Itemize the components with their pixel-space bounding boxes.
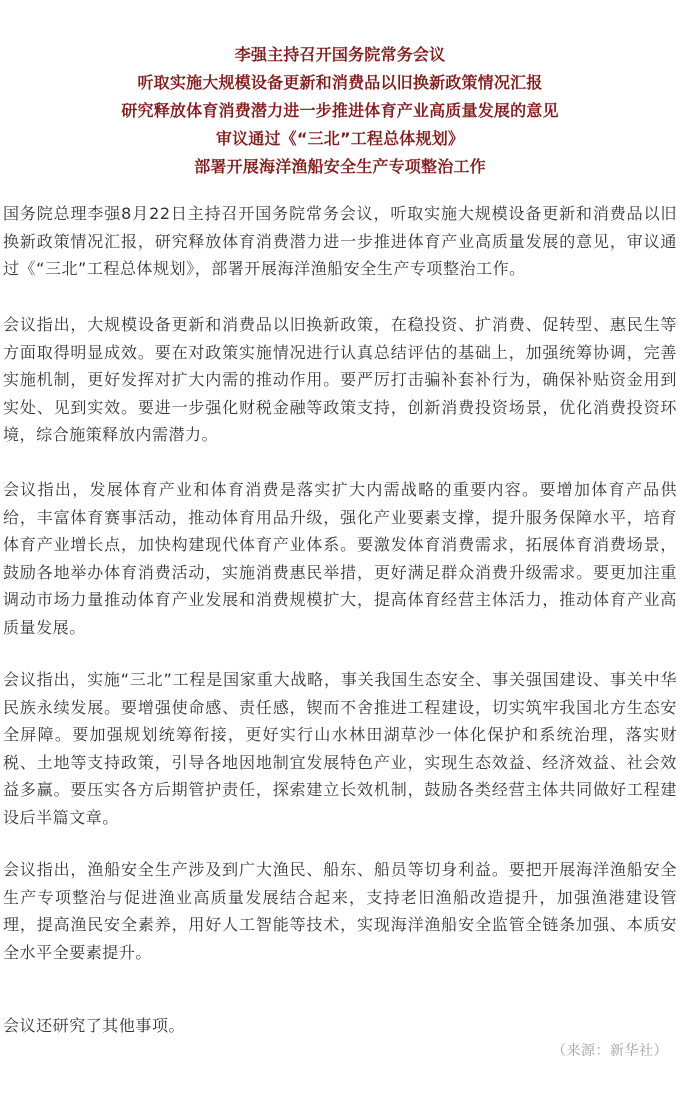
paragraph-sports-industry: 会议指出，发展体育产业和体育消费是落实扩大内需战略的重要内容。要增加体育产品供给，丰富体育赛事活动，推动体育用品升级，强化产业要素支撑，提升服务保障水平，培育体育产业增长点，加快构建现代体育产业体系。要激发体育消费需求，拓展体育消费场景，鼓励各地举办体育消费活动，实施消费惠民举措，更好满足群众消费升级需求。要更加注重调动市场力量推动体育产业发展和消费规模扩大，提高体育经营主体活力，推动体育产业高质量发展。	[3, 480, 677, 637]
headline-sub-4: 部署开展海洋渔船安全生产专项整治工作	[194, 157, 486, 176]
headline-sub-2: 研究释放体育消费潜力进一步推进体育产业高质量发展的意见	[121, 101, 559, 120]
paragraph-intro: 国务院总理李强8月22日主持召开国务院常务会议，听取实施大规模设备更新和消费品以旧换新政策情况汇报，研究释放体育消费潜力进一步推进体育产业高质量发展的意见，审议通过《“三北”工程总体规划》，部署开展海洋渔船安全生产专项整治工作。	[3, 204, 677, 279]
paragraph-three-north-project: 会议指出，实施“三北”工程是国家重大战略，事关我国生态安全、事关强国建设、事关中华民族永续发展。要增强使命感、责任感，锲而不舍推进工程建设，切实筑牢我国北方生态安全屏障。要加强规划统筹衔接，更好实行山水林田湖草沙一体化保护和系统治理，落实财税、土地等支持政策，引导各地因地制宜发展特色产业，实现生态效益、经济效益、社会效益多赢。要压实各方后期管护责任，探索建立长效机制，鼓励各类经营主体共同做好工程建设后半篇文章。	[3, 670, 677, 827]
paragraph-equipment-renewal: 会议指出，大规模设备更新和消费品以旧换新政策，在稳投资、扩消费、促转型、惠民生等方面取得明显成效。要在对政策实施情况进行认真总结评估的基础上，加强统筹协调，完善实施机制，更好发挥对扩大内需的推动作用。要严厉打击骗补套补行为，确保补贴资金用到实处、见到实效。要进一步强化财税金融等政策支持，创新消费投资场景，优化消费投资环境，综合施策释放内需潜力。	[3, 315, 677, 445]
headline-block	[3, 41, 677, 181]
source-attribution: （来源：新华社）	[552, 1043, 668, 1059]
article	[3, 0, 677, 1035]
paragraph-other-matters: 会议还研究了其他事项。	[3, 1016, 186, 1035]
headline-sub-1: 听取实施大规模设备更新和消费品以旧换新政策情况汇报	[137, 73, 543, 92]
paragraph-fishing-vessel-safety: 会议指出，渔船安全生产涉及到广大渔民、船东、船员等切身利益。要把开展海洋渔船安全生产专项整治与促进渔业高质量发展结合起来，支持老旧渔船改造提升，加强渔港建设管理，提高渔民安全素养，用好人工智能等技术，实现海洋渔船安全监管全链条加强、本质安全水平全要素提升。	[3, 860, 677, 962]
headline-main: 李强主持召开国务院常务会议	[234, 45, 446, 64]
headline-sub-3: 审议通过《“三北”工程总体规划》	[215, 129, 465, 148]
